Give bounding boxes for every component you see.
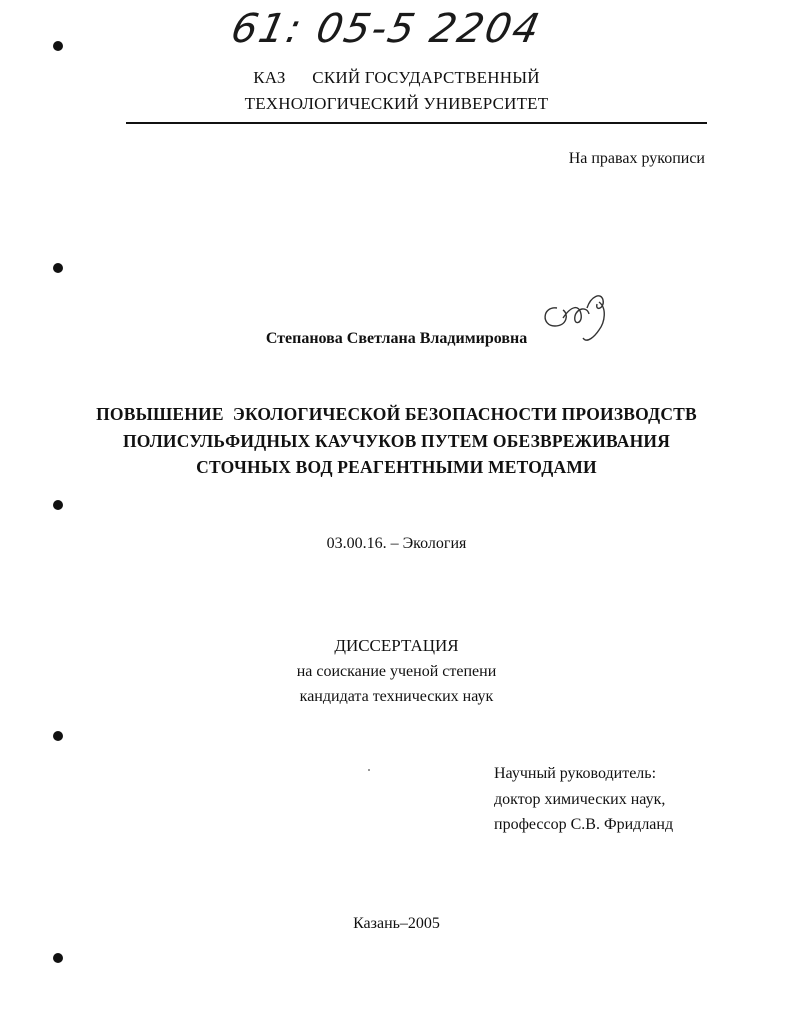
binding-hole-mark: [53, 953, 63, 963]
binding-hole-mark: [53, 263, 63, 273]
binding-hole-mark: [53, 500, 63, 510]
handwritten-archive-number: 61: 05-5 2204: [227, 6, 546, 52]
advisor-degree: доктор химических наук,: [494, 791, 666, 808]
university-name-line1: КАЗ СКИЙ ГОСУДАРСТВЕННЫЙ: [253, 68, 540, 87]
dissertation-title-line1: ПОВЫШЕНИЕ ЭКОЛОГИЧЕСКОЙ БЕЗОПАСНОСТИ ПРОИЗВОДСТВ: [96, 404, 697, 424]
degree-name: кандидата технических наук: [299, 688, 494, 705]
binding-hole-mark: [53, 41, 63, 51]
dissertation-title-line3: СТОЧНЫХ ВОД РЕАГЕНТНЫМИ МЕТОДАМИ: [196, 457, 597, 477]
author-name: Степанова Светлана Владимировна: [265, 330, 528, 347]
document-type: ДИССЕРТАЦИЯ: [334, 636, 459, 655]
advisor-name: профессор С.В. Фридланд: [494, 816, 674, 833]
scan-speck: [368, 769, 370, 771]
dissertation-title-line2: ПОЛИСУЛЬФИДНЫХ КАУЧУКОВ ПУТЕМ ОБЕЗВРЕЖИВАНИЯ: [122, 431, 671, 451]
specialty-code: 03.00.16. – Экология: [326, 535, 467, 552]
advisor-heading: Научный руководитель:: [494, 765, 657, 782]
degree-purpose: на соискание ученой степени: [296, 663, 497, 680]
city-year: Казань–2005: [353, 915, 440, 932]
binding-hole-mark: [53, 731, 63, 741]
rights-note: На правах рукописи: [568, 150, 705, 167]
university-name-line2: ТЕХНОЛОГИЧЕСКИЙ УНИВЕРСИТЕТ: [244, 94, 549, 113]
header-divider: [126, 122, 707, 124]
